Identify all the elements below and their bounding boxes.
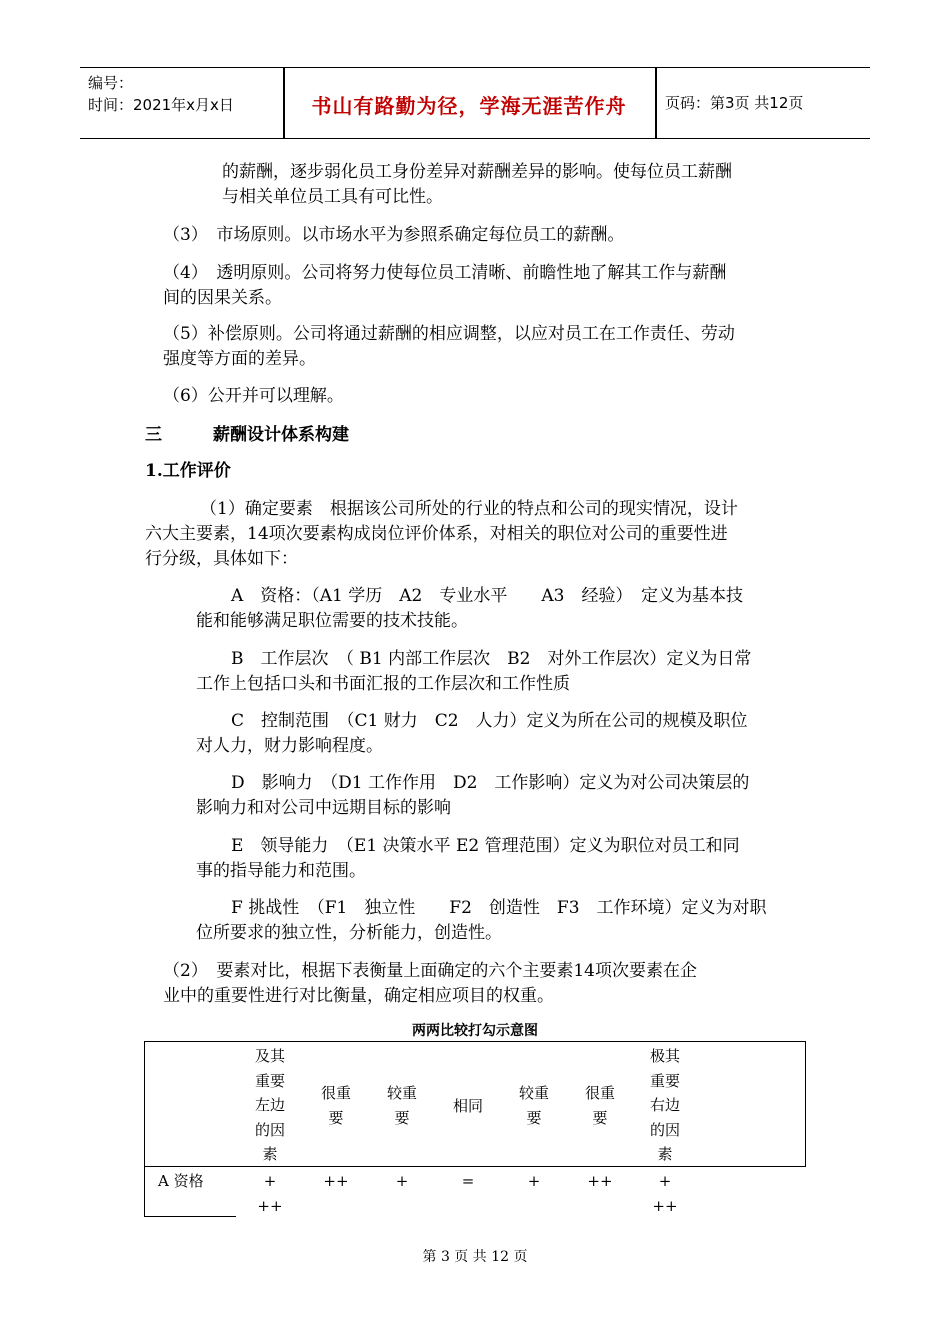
factor-e-line: 事的指导能力和范围。	[196, 861, 366, 881]
body-line: 间的因果关系。	[163, 288, 282, 308]
factor-b-line: B 工作层次 （ B1 内部工作层次 B2 对外工作层次）定义为日常	[231, 649, 752, 669]
page-header	[80, 67, 870, 139]
header-page-number: 页码：第3页 共12页	[665, 94, 804, 112]
factor-a-line: A 资格：（A1 学历 A2 专业水平 A3 经验） 定义为基本技	[231, 586, 743, 606]
row-label: A 资格	[158, 1172, 204, 1190]
factor-d-line: D 影响力 （D1 工作作用 D2 工作影响）定义为对公司决策层的	[231, 773, 750, 793]
header-motto: 书山有路勤为径，学海无涯苦作舟	[311, 94, 627, 118]
factor-f-line: 位所要求的独立性，分析能力，创造性。	[196, 923, 502, 943]
body-line: 六大主要素，14项次要素构成岗位评价体系，对相关的职位对公司的重要性进	[145, 524, 728, 544]
body-line: 业中的重要性进行对比衡量，确定相应项目的权重。	[163, 986, 554, 1006]
table-title: 两两比较打勾示意图	[412, 1023, 538, 1039]
body-line: 的薪酬，逐步弱化员工身份差异对薪酬差异的影响。使每位员工薪酬	[222, 162, 732, 182]
header-more-important-left: 较重 要	[386, 1084, 417, 1127]
table-border	[144, 1166, 806, 1167]
body-line: 与相关单位员工具有可比性。	[222, 187, 443, 207]
row-value: =	[461, 1172, 475, 1190]
header-divider	[655, 68, 657, 138]
factor-c-line: 对人力，财力影响程度。	[196, 736, 383, 756]
table-border	[144, 1041, 806, 1042]
section-heading: 三 薪酬设计体系构建	[145, 425, 349, 445]
body-line: 行分级，具体如下：	[145, 549, 298, 569]
row-value: ++	[587, 1172, 613, 1190]
header-extreme-right: 极其 重要 右边 的因 素	[649, 1047, 680, 1163]
row-value: +	[527, 1172, 541, 1190]
row-value: +	[395, 1172, 409, 1190]
factor-b-line: 工作上包括口头和书面汇报的工作层次和工作性质	[196, 674, 570, 694]
factor-c-line: C 控制范围 （C1 财力 C2 人力）定义为所在公司的规模及职位	[231, 711, 748, 731]
body-line: （1）确定要素 根据该公司所处的行业的特点和公司的现实情况，设计	[200, 499, 738, 519]
header-equal: 相同	[452, 1097, 483, 1115]
comparison-table	[144, 1041, 806, 1217]
header-extreme-left: 及其 重要 左边 的因 素	[254, 1047, 285, 1163]
header-meta	[88, 72, 234, 116]
table-border	[805, 1041, 806, 1167]
factor-f-line: F 挑战性 （F1 独立性 F2 创造性 F3 工作环境）定义为对职	[231, 898, 767, 918]
factor-a-line: 能和能够满足职位需要的技术技能。	[196, 611, 468, 631]
body-line: （3） 市场原则。以市场水平为参照系确定每位员工的薪酬。	[163, 225, 625, 245]
body-line: （4） 透明原则。公司将努力使每位员工清晰、前瞻性地了解其工作与薪酬	[163, 263, 727, 283]
body-line: （2） 要素对比，根据下表衡量上面确定的六个主要素14项次要素在企	[163, 961, 697, 981]
header-more-important-right: 较重 要	[518, 1084, 549, 1127]
header-number: 编号：	[88, 74, 134, 92]
factor-e-line: E 领导能力 （E1 决策水平 E2 管理范围）定义为职位对员工和同	[231, 836, 740, 856]
row-value: + ++	[652, 1172, 678, 1215]
row-value: + ++	[257, 1172, 283, 1215]
factor-d-line: 影响力和对公司中远期目标的影响	[196, 798, 451, 818]
table-border	[144, 1216, 236, 1217]
header-time: 时间：2021年x月x日	[88, 96, 234, 114]
header-very-important-right: 很重 要	[584, 1084, 615, 1127]
body-line: （6）公开并可以理解。	[163, 386, 344, 406]
row-value: ++	[323, 1172, 349, 1190]
page-footer: 第 3 页 共 12 页	[422, 1249, 528, 1265]
subsection-heading: 1.工作评价	[145, 461, 231, 481]
body-line: （5）补偿原则。公司将通过薪酬的相应调整，以应对员工在工作责任、劳动	[163, 324, 735, 344]
body-line: 强度等方面的差异。	[163, 349, 316, 369]
table-border	[144, 1041, 145, 1217]
header-very-important-left: 很重 要	[320, 1084, 351, 1127]
